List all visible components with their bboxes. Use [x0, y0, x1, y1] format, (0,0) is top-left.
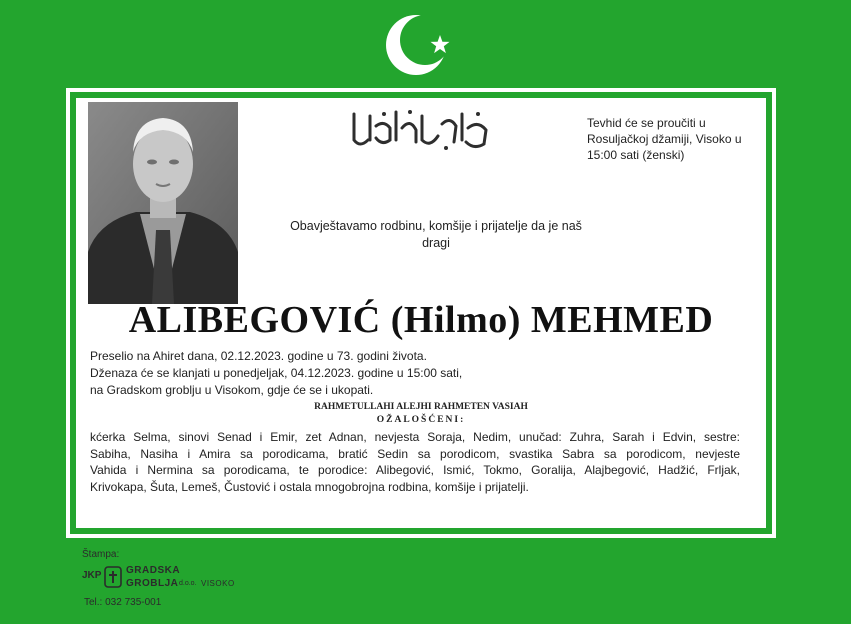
printer-city: VISOKO — [201, 579, 235, 588]
funeral-details — [90, 348, 490, 399]
deceased-name: ALIBEGOVIĆ (Hilmo) MEHMED — [128, 299, 714, 341]
mourners-line: Sabiha, Nasiha i Amira sa porodicama, bratić Sedin sa porodicom, svastika Sabra sa porodicom, nevjeste — [90, 446, 740, 461]
deceased-photo — [88, 102, 238, 304]
mourners-line: Krivokapa, Šuta, Lemeš, Čustović i ostala mnogobrojna rodbina, komšije i prijatelji. — [90, 479, 529, 494]
details-line: Preselio na Ahiret dana, 02.12.2023. godine u 73. godini života. — [90, 349, 427, 363]
mourners-heading: OŽALOŠĆENI: — [376, 415, 466, 425]
crescent-and-star-icon — [385, 12, 455, 78]
details-line: Dženaza će se klanjati u ponedjeljak, 04.12.2023. godine u 15:00 sati, — [90, 366, 463, 380]
cemetery-logo-icon — [104, 566, 122, 588]
tevhid-info: Tevhid će se proučiti u Rosuljačkoj džamiji, Visoko u 15:00 sati (ženski) — [587, 116, 742, 162]
mourners-list — [90, 429, 740, 495]
announcement-text: Obavještavamo rodbinu, komšije i prijatelje da je naš dragi — [290, 219, 582, 250]
mourners-line: kćerka Selma, sinovi Senad i Emir, zet Adnan, nevjesta Soraja, Nedim, unučad: Zuhra, Sarah i Edvin, sestre: — [90, 430, 740, 444]
printer-name-line2: GROBLJA — [126, 578, 179, 589]
rahmet-prayer: RAHMETULLAHI ALEJHI RAHMETEN VASIAH — [314, 402, 528, 412]
details-line: na Gradskom groblju u Visokom, gdje će se i ukopati. — [90, 383, 374, 397]
printer-company-suffix: d.o.o. — [179, 580, 197, 587]
printer-label: Štampa: — [82, 549, 120, 560]
printer-credit — [82, 546, 282, 618]
printer-jkp: JKP — [82, 570, 102, 581]
obituary-paper — [66, 88, 776, 538]
arabic-calligraphy — [346, 106, 496, 154]
calligraphy-stroke-art — [346, 106, 496, 154]
printer-name-line1: GRADSKA — [126, 565, 181, 576]
printer-phone: Tel.: 032 735-001 — [84, 597, 162, 608]
mourners-line: Vahida i Nermina sa porodicama, te porodice: Alibegović, Ismić, Tokmo, Goralija, Alajbegović, Hadžić, Frljak, — [90, 463, 740, 477]
